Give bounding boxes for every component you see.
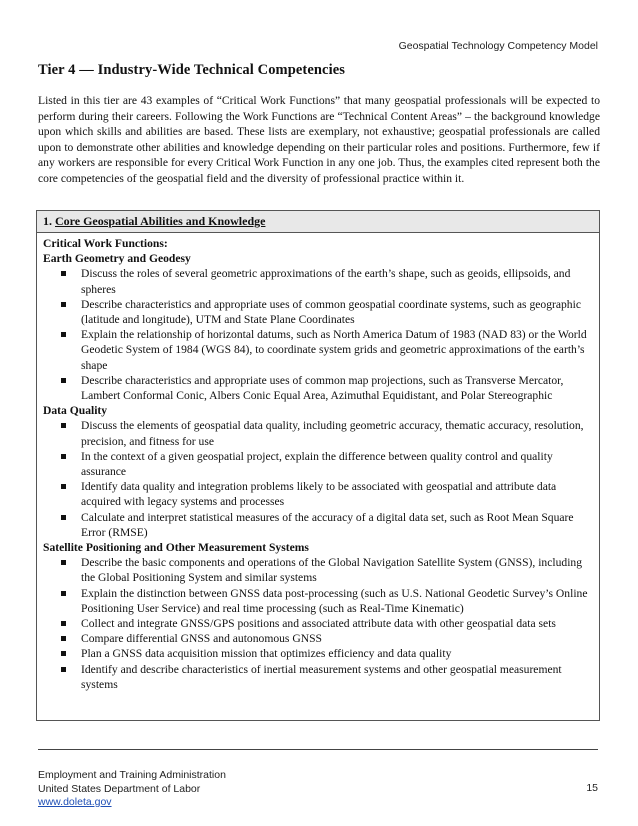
list-item: [43, 631, 593, 646]
list-item-text: Discuss the roles of several geometric approximations of the earth’s shape, such as geoids, ellipsoids, and spheres: [81, 267, 571, 296]
list-item: [43, 510, 593, 540]
page-title: Tier 4 — Industry-Wide Technical Competencies: [38, 62, 346, 78]
bullet-icon: [61, 560, 66, 565]
list-item: [43, 662, 593, 692]
bullet-icon: [61, 302, 66, 307]
bullet-list: [43, 555, 593, 692]
list-item-text: Discuss the elements of geospatial data quality, including geometric accuracy, thematic accuracy, resolution, precision, and fitness for use: [81, 419, 584, 448]
footer-url-link[interactable]: www.doleta.gov: [38, 796, 112, 808]
list-item: [43, 327, 593, 373]
list-item: [43, 646, 593, 661]
bullet-icon: [61, 621, 66, 626]
list-item: [43, 266, 593, 296]
list-item-text: Plan a GNSS data acquisition mission that optimizes efficiency and data quality: [81, 647, 452, 661]
list-item: [43, 373, 593, 403]
bullet-icon: [61, 378, 66, 383]
footer-divider: [38, 749, 598, 750]
list-item-text: In the context of a given geospatial project, explain the difference between quality control and quality assurance: [81, 449, 553, 479]
bullet-icon: [61, 332, 66, 337]
critical-functions-label: Critical Work Functions:: [43, 237, 168, 250]
bullet-icon: [61, 423, 66, 428]
page-number: 15: [586, 782, 598, 794]
section-heading: Earth Geometry and Geodesy: [43, 252, 191, 266]
bullet-icon: [61, 454, 66, 459]
footer-department: United States Department of Labor: [38, 782, 201, 795]
list-item: [43, 616, 593, 631]
list-item-text: Calculate and interpret statistical measures of the accuracy of a digital data set, such as Root Mean Square Error (RMSE): [81, 510, 574, 539]
bullet-icon: [61, 636, 66, 641]
intro-paragraph: Listed in this tier are 43 examples of “Critical Work Functions” that many geospatial professionals will be expected to perform during their careers. Following the Work Functions are “Technical Content Areas” – the background knowledge upon which skills and abilities are based. These lists are exemplary, not exhaustive; geospatial professionals are called upon to demonstrate other abilities and knowledge depending on their particular roles and positions. Furthermore, few if any workers are responsible for every Critical Work Function in any one job. Thus, the examples cited represent both the core competencies of the geospatial field and the diversity of professional practice within it.: [38, 94, 600, 185]
bullet-icon: [61, 667, 66, 672]
list-item: [43, 418, 593, 448]
list-item-text: Explain the distinction between GNSS data post-processing (such as U.S. National Geodetic Survey’s Online Positioning User Service) and real time processing (such as Real-Time Kinematic): [81, 586, 588, 615]
section-heading: Satellite Positioning and Other Measurement Systems: [43, 541, 309, 555]
box-body: [37, 233, 599, 692]
list-item-text: Compare differential GNSS and autonomous GNSS: [81, 632, 322, 646]
list-item-text: Identify data quality and integration problems likely to be associated with geospatial and attribute data acquired with legacy systems and processes: [81, 480, 557, 509]
list-item-text: Explain the relationship of horizontal datums, such as North America Datum of 1983 (NAD 83) or the World Geodetic System of 1984 (WGS 84), to coordinate system grids and geometric approximations of the earth’s shape: [81, 328, 587, 372]
list-item: [43, 297, 593, 327]
bullet-list: [43, 418, 593, 540]
bullet-icon: [61, 271, 66, 276]
competency-box: [36, 210, 600, 721]
bullet-list: [43, 266, 593, 403]
box-title-link[interactable]: Core Geospatial Abilities and Knowledge: [55, 214, 266, 228]
list-item-text: Describe the basic components and operations of the Global Navigation Satellite System (GNSS), including the Global Positioning System and similar systems: [81, 556, 583, 585]
list-item: [43, 586, 593, 616]
running-header: Geospatial Technology Competency Model: [398, 40, 598, 52]
list-item-text: Identify and describe characteristics of inertial measurement systems and other geospatial measurement systems: [81, 662, 562, 691]
footer: [38, 769, 226, 810]
list-item-text: Describe characteristics and appropriate uses of common geospatial coordinate systems, such as geographic (latitude and longitude), UTM and State Plane Coordinates: [81, 297, 581, 327]
list-item-text: Collect and integrate GNSS/GPS positions and associated attribute data with other geospatial data sets: [81, 617, 556, 631]
box-number: 1.: [43, 214, 52, 228]
bullet-icon: [61, 591, 66, 596]
list-item: [43, 555, 593, 585]
list-item: [43, 479, 593, 509]
bullet-icon: [61, 515, 66, 520]
section-heading: Data Quality: [43, 404, 108, 418]
bullet-icon: [61, 651, 66, 656]
box-header: [37, 211, 599, 233]
footer-agency: Employment and Training Administration: [38, 769, 226, 781]
list-item: [43, 449, 593, 479]
bullet-icon: [61, 484, 66, 489]
list-item-text: Describe characteristics and appropriate uses of common map projections, such as Transverse Mercator, Lambert Conformal Conic, Albers Conic Equal Area, Azimuthal Equidistant, and Polar Stereographic: [81, 373, 564, 403]
